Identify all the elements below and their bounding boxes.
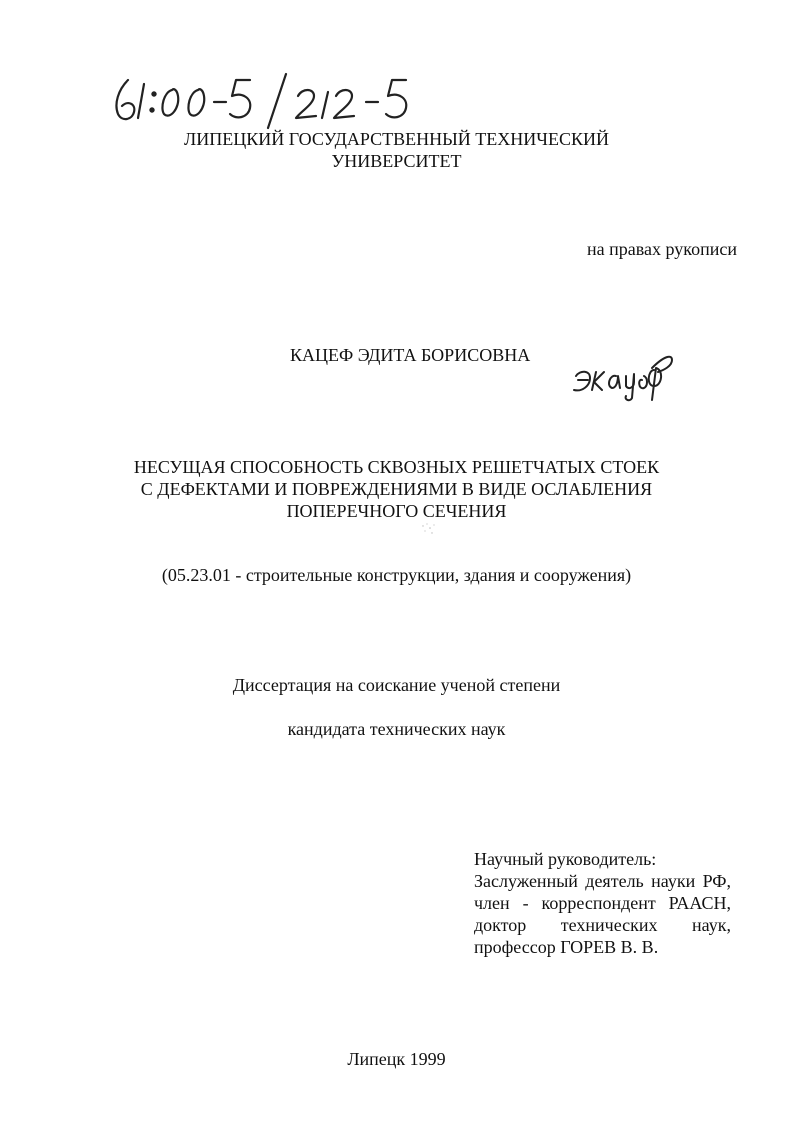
specialty-code: (05.23.01 - строительные конструкции, здания и сооружения) (161, 565, 632, 585)
advisor-line-2: член - корреспондент РААСН, (474, 893, 731, 913)
place-and-year: Липецк 1999 (347, 1049, 446, 1069)
dissertation-type: Диссертация на соискание ученой степени (232, 675, 561, 695)
archive-code-drawing (110, 72, 430, 130)
university-line-2: УНИВЕРСИТЕТ (331, 151, 462, 171)
advisor-heading: Научный руководитель: (474, 849, 657, 869)
university-line-1: ЛИПЕЦКИЙ ГОСУДАРСТВЕННЫЙ ТЕХНИЧЕСКИЙ (184, 129, 609, 149)
advisor-line-4: профессор ГОРЕВ В. В. (474, 937, 659, 957)
archive-code-handwritten (110, 72, 430, 130)
title-line-1: НЕСУЩАЯ СПОСОБНОСТЬ СКВОЗНЫХ РЕШЕТЧАТЫХ СТОЕК (133, 457, 660, 477)
advisor-line-3: доктор технических наук, (474, 915, 731, 935)
scientific-advisor (474, 848, 731, 958)
manuscript-rights-note: на правах рукописи (587, 239, 737, 259)
author-name: КАЦЕФ ЭДИТА БОРИСОВНА (290, 345, 531, 365)
dissertation-title (0, 456, 793, 522)
scan-speck (420, 522, 438, 536)
signature-drawing (568, 346, 680, 404)
degree-sought: кандидата технических наук (287, 719, 506, 739)
advisor-line-1: Заслуженный деятель науки РФ, (474, 871, 731, 891)
title-line-2: С ДЕФЕКТАМИ И ПОВРЕЖДЕНИЯМИ В ВИДЕ ОСЛАБЛЕНИЯ (140, 479, 653, 499)
university-name (0, 128, 793, 172)
title-line-3: ПОПЕРЕЧНОГО СЕЧЕНИЯ (286, 501, 507, 521)
author-signature (568, 346, 680, 404)
